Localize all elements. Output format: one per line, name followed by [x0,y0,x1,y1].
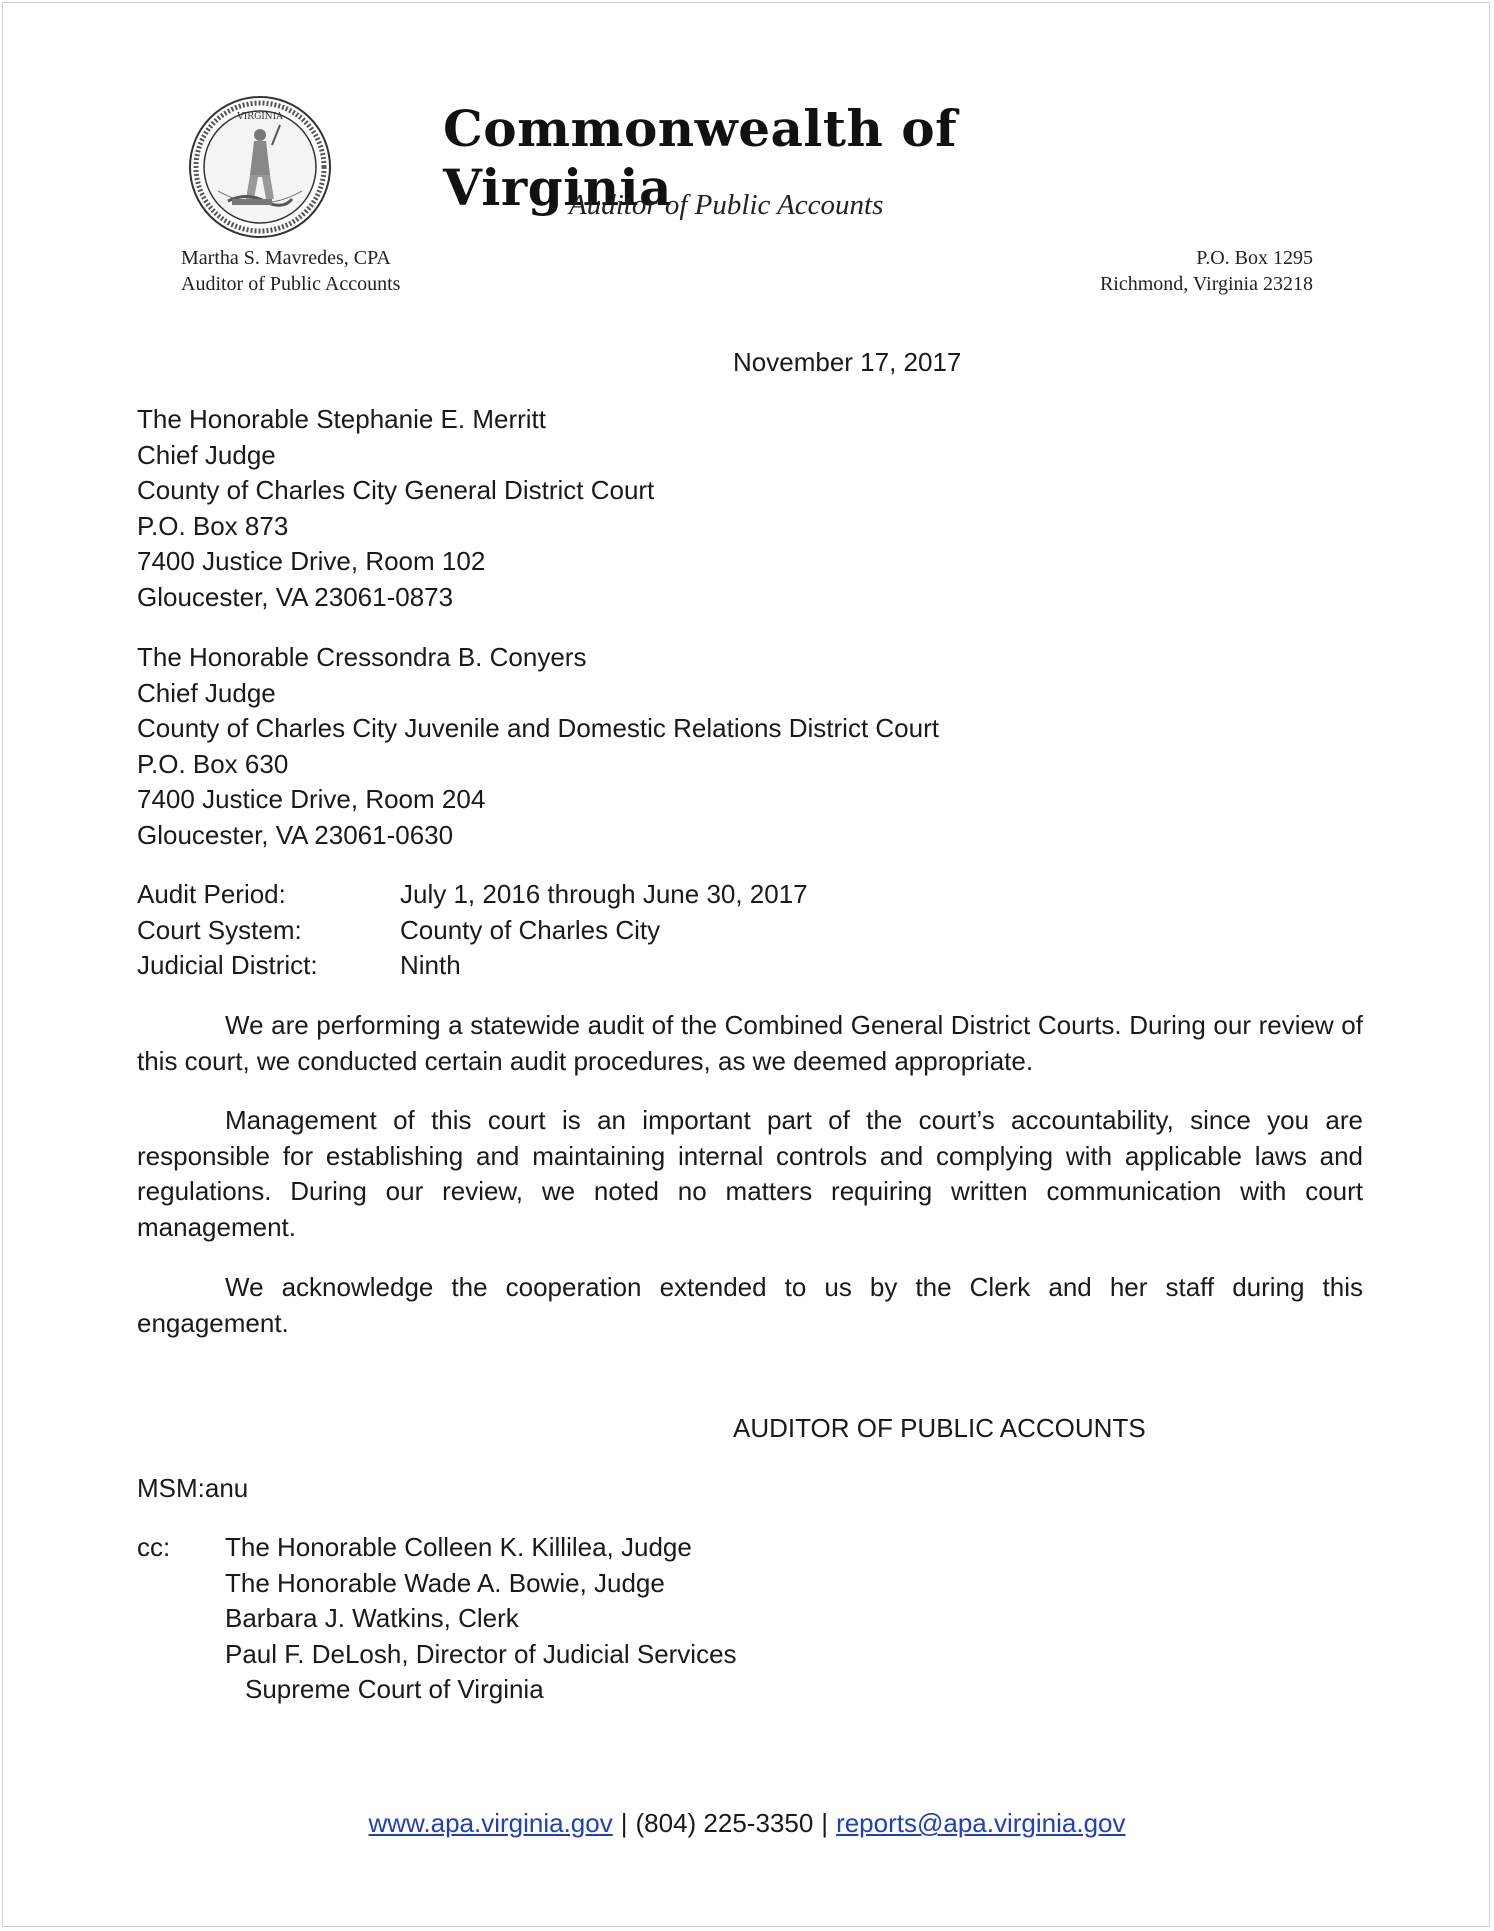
cc-label: cc: [137,1532,171,1562]
letterhead-title: Commonwealth of Virginia [443,99,958,217]
letterhead-subtitle: Auditor of Public Accounts [569,189,884,221]
address-line: County of Charles City General District Court [137,475,655,505]
seal-text: VIRGINIA [237,112,283,122]
recipient-address-1 [137,402,654,615]
email-link[interactable]: reports@apa.virginia.gov [836,1808,1126,1838]
address-line: P.O. Box 630 [137,748,289,779]
address-line: Gloucester, VA 23061-0873 [137,581,454,612]
meta-value: July 1, 2016 through June 30, 2017 [400,879,808,909]
cc-list [225,1530,737,1708]
meta-value: County of Charles City [400,914,661,945]
cc-name: The Honorable Wade A. Bowie, Judge [225,1567,665,1598]
meta-value: Ninth [400,950,461,980]
office-address [1100,245,1313,297]
paragraph-1 [137,1008,1363,1079]
auditor-block [181,245,400,297]
paragraph-2 [137,1103,1363,1245]
website-link[interactable]: www.apa.virginia.gov [368,1808,613,1838]
reference-initials: MSM:anu [137,1473,249,1503]
address-line: 7400 Justice Drive, Room 204 [137,784,486,814]
meta-label: Court System: [137,914,302,945]
meta-row-judicial-district [137,948,808,984]
meta-label: Audit Period: [137,879,286,909]
footer [3,1808,1491,1839]
cc-name: The Honorable Colleen K. Killilea, Judge [225,1532,692,1562]
po-box: P.O. Box 1295 [1196,247,1313,269]
recipient-address-2 [137,640,939,853]
auditor-title: Auditor of Public Accounts [181,273,401,295]
address-line: P.O. Box 873 [137,510,289,541]
paragraph-text: We acknowledge the cooperation extended to us by the Clerk and her staff during this engagement. [137,1272,1363,1338]
paragraph-text: Management of this court is an important part of the court’s accountability, since you are responsible for establishing and maintaining internal controls and complying with applicable laws and regulations. During our review, we noted no matters requiring written communication with court management. [137,1105,1363,1242]
phone-number: (804) 225-3350 [635,1808,814,1838]
virginia-seal-icon [188,95,332,239]
letter-date: November 17, 2017 [733,347,962,377]
audit-meta [137,877,808,984]
cc-name: Barbara J. Watkins, Clerk [225,1603,519,1633]
address-line: Gloucester, VA 23061-0630 [137,819,454,850]
footer-separator: | [620,1808,628,1838]
address-line: County of Charles City Juvenile and Domestic Relations District Court [137,713,939,743]
address-line: The Honorable Cressondra B. Conyers [137,642,587,672]
paragraph-text: We are performing a statewide audit of the Combined General District Courts. During our review of this court, we conducted certain audit procedures, as we deemed appropriate. [137,1010,1363,1076]
auditor-name: Martha S. Mavredes, CPA [181,247,391,269]
city-state-zip: Richmond, Virginia 23218 [1099,273,1313,295]
letter-page [2,2,1490,1927]
cc-name: Paul F. DeLosh, Director of Judicial Services [225,1638,737,1669]
address-line: Chief Judge [137,677,276,708]
meta-row-court-system [137,913,808,949]
address-line: Chief Judge [137,439,276,470]
signature-block: AUDITOR OF PUBLIC ACCOUNTS [733,1413,1146,1443]
paragraph-3 [137,1270,1363,1341]
address-line: The Honorable Stephanie E. Merritt [137,404,546,434]
meta-row-audit-period [137,877,808,913]
cc-sub-line: Supreme Court of Virginia [245,1674,544,1704]
meta-label: Judicial District: [137,950,318,980]
address-line: 7400 Justice Drive, Room 102 [137,546,486,576]
footer-separator: | [821,1808,829,1838]
